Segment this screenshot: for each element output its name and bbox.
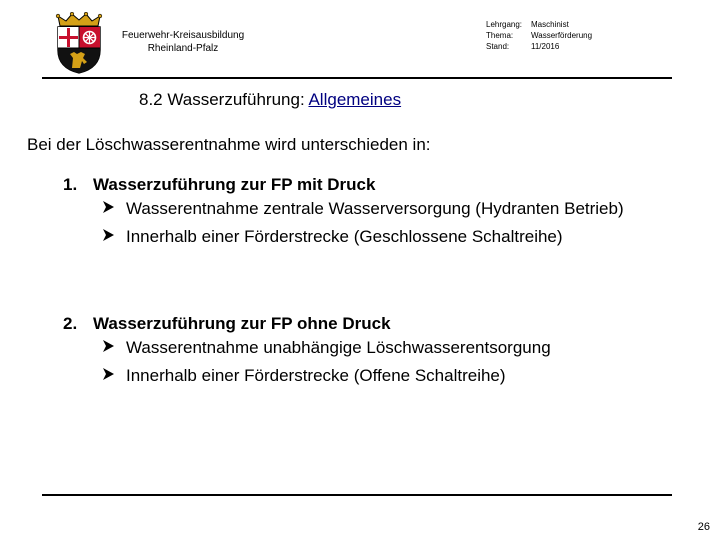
arrow-bullet-icon (102, 338, 116, 358)
course-metadata (486, 19, 592, 52)
meta-value: Wasserförderung (531, 31, 593, 40)
title-prefix: 8.2 Wasserzuführung: (139, 90, 309, 109)
meta-row-topic (486, 30, 592, 41)
organization-name (112, 29, 254, 55)
arrow-bullet-icon (102, 227, 116, 247)
slide-title (139, 90, 401, 110)
meta-value: 11/2016 (531, 42, 560, 51)
section-heading (63, 175, 646, 195)
arrow-bullet-icon (102, 199, 116, 219)
section-number: 1. (63, 175, 78, 194)
section-1 (63, 175, 646, 255)
bullet-text: Wasserentnahme unabhängige Löschwasserentsorgung (126, 338, 551, 357)
section-heading (63, 314, 646, 334)
bullet-text: Innerhalb einer Förderstrecke (Geschlossene Schaltreihe) (126, 227, 563, 246)
meta-key: Stand: (486, 42, 510, 51)
arrow-bullet-icon (102, 366, 116, 386)
page-number: 26 (697, 521, 710, 533)
title-underlined: Allgemeines (308, 90, 402, 109)
header-divider (42, 77, 672, 79)
bullet-text: Wasserentnahme zentrale Wasserversorgung (Hydranten Betrieb) (126, 199, 624, 218)
coat-of-arms-icon (52, 12, 106, 74)
list-item (63, 366, 646, 386)
footer-divider (42, 494, 672, 496)
list-item (63, 338, 646, 358)
organization-line-2: Rheinland-Pfalz (147, 43, 219, 54)
meta-key: Thema: (486, 31, 514, 40)
section-2 (63, 314, 646, 394)
section-number: 2. (63, 314, 78, 333)
section-heading-text: Wasserzuführung zur FP mit Druck (93, 175, 376, 194)
bullet-list (63, 338, 646, 386)
bullet-text: Innerhalb einer Förderstrecke (Offene Schaltreihe) (126, 366, 506, 385)
meta-row-course (486, 19, 592, 30)
organization-line-1: Feuerwehr-Kreisausbildung (121, 30, 245, 41)
bullet-list (63, 199, 646, 247)
list-item (63, 199, 646, 219)
meta-key: Lehrgang: (486, 20, 523, 29)
list-item (63, 227, 646, 247)
section-heading-text: Wasserzuführung zur FP ohne Druck (93, 314, 391, 333)
meta-row-date (486, 41, 592, 52)
meta-value: Maschinist (531, 20, 569, 29)
intro-text: Bei der Löschwasserentnahme wird unterschieden in: (27, 135, 431, 154)
